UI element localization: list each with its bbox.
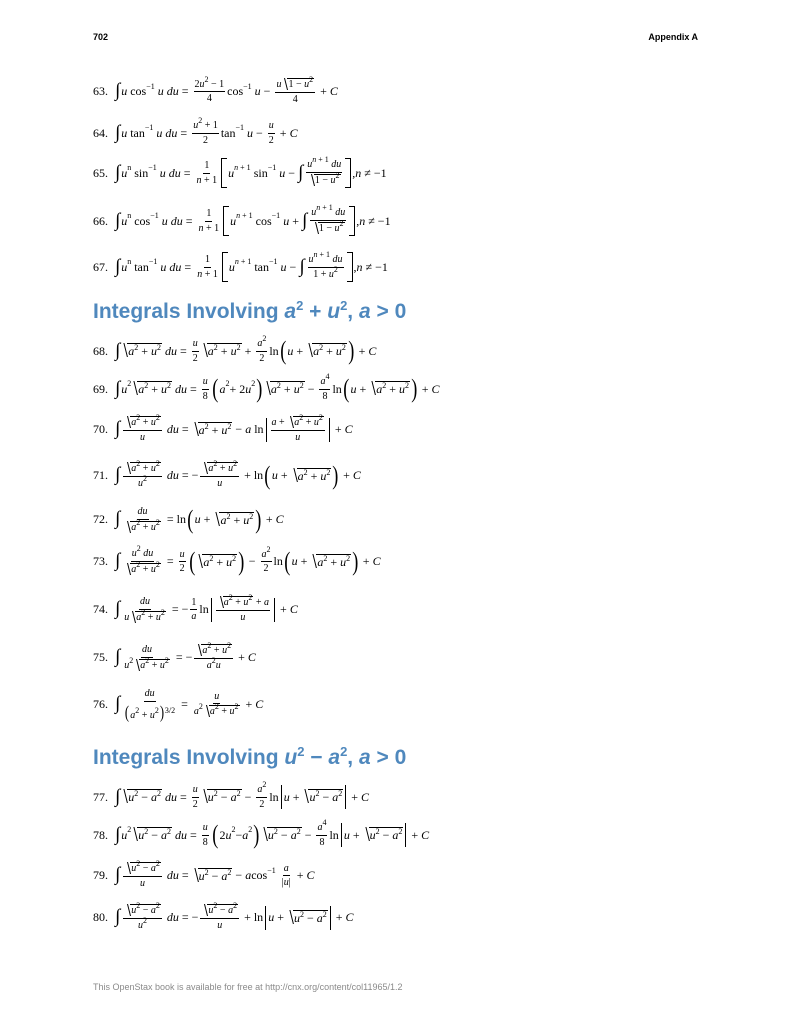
equation-number: 64. — [93, 125, 108, 140]
equation-number: 67. — [93, 259, 108, 274]
formula-78: 78. ∫ u $^2$ $u^2 - a^2$ du = $\frac{u}{8}$ ( 2 u $^2$ − a $^2$ ) $u^2 - a^2$ − $\frac{a^4}{8}$ ln u + $u^2 - a^2$ + C — [93, 818, 430, 849]
formula-72: 72. ∫ $\frac{du}{a^2 + u^2}$ = ln ( u + $a^2 + u^2$ ) + C — [93, 504, 284, 534]
formula-79: 79. ∫ $u^2 - a^2$ u du = $u^2 - a^2$ − a cos $^{-1}$ a |u| + C — [93, 859, 315, 889]
equation-number: 69. — [93, 381, 108, 396]
formula-73: 73. ∫ $\frac{u^2 du}{a^2 + u^2}$ = $\frac{u}{2}$ ( $a^2 + u^2$ ) − $\frac{a^2}{2}$ ln ( u + $a^2 + u^2$ ) + C — [93, 544, 381, 576]
equation-number: 70. — [93, 422, 108, 437]
formula-64: 64. ∫ u tan $^{-1}$ u du = $\frac{u^2 + 1}{2}$ tan $^{-1}$ u − $\frac{u}{2}$ + C — [93, 116, 298, 146]
page-number: 702 — [93, 32, 109, 42]
equation-number: 76. — [93, 697, 108, 711]
formula-66: 66. ∫ u $^n$ cos $^{-1}$ u du = $\frac{1}{n + 1}$ u $^{n + 1}$ cos $^{-1}$ u + ∫ $u^{n + 1}$ du $1 - u^2$ , n ≠ −1 — [93, 206, 391, 236]
formula-75: 75. ∫ $\frac{du}{u^2 a^2 + u^2}$ = − $\frac{a^2 + u^2}{a^2u}$ + C — [93, 641, 256, 671]
section-heading: Integrals Involving $u^2 - a^2$, a > 0 — [93, 744, 407, 769]
formula-63: 63. ∫ u cos $^{-1}$ u du = $\frac{2u^2 - 1}{4}$ cos $^{-1}$ u − $\frac{u 1 - u^2}{4}$ + C — [93, 74, 338, 105]
formula-80: 80. ∫ $u^2 - a^2$ $u^2$ du = − $\frac{u^2 - a^2}{u}$ + ln u + $u^2 - a^2$ + C — [93, 901, 354, 931]
formula-68: 68. ∫ $a^2 + u^2$ du = $\frac{u}{2}$ $a^2 + u^2$ + $\frac{a^2}{2}$ ln ( u + $a^2 + u^2$ ) + C — [93, 334, 377, 365]
formula-67: 67. ∫ u $^n$ tan $^{-1}$ u du = $\frac{1}{n + 1}$ u $^{n + 1}$ tan $^{-1}$ u − ∫ $u^{n + 1}$ du $1 + u^2$ , n ≠ −1 — [93, 252, 388, 282]
equation-number: 77. — [93, 789, 108, 804]
formula-70: 70. ∫ $a^2 + u^2$ u du = $a^2 + u^2$ − a ln $a + a^2 + u^2$ u + C — [93, 413, 353, 443]
equation-number: 71. — [93, 468, 108, 483]
formula-71: 71. ∫ $a^2 + u^2$ $u^2$ du = − $\frac{a^2 + u^2}{u}$ + ln ( u + $a^2 + u^2$ ) + C — [93, 459, 361, 490]
equation-number: 74. — [93, 602, 108, 617]
equation-number: 65. — [93, 165, 108, 180]
equation-number: 79. — [93, 868, 108, 883]
equation-number: 75. — [93, 650, 108, 665]
formula-77: 77. ∫ $u^2 - a^2$ du = $\frac{u}{2}$ $u^2 - a^2$ − $\frac{a^2}{2}$ ln u + $u^2 - a^2$ + C — [93, 780, 370, 810]
chapter-label: Appendix A — [648, 32, 698, 42]
equation-number: 73. — [93, 554, 108, 569]
equation-number: 66. — [93, 213, 108, 228]
equation-number: 72. — [93, 512, 108, 527]
formula-69: 69. ∫ u $^2$ $a^2 + u^2$ du = $\frac{u}{8}$ ( a $^2$ + 2 u $^2$ ) $a^2 + u^2$ − $\frac{a^4}{8}$ ln ( u + $a^2 + u^2$ ) + C — [93, 372, 440, 403]
equation-number: 80. — [93, 910, 108, 925]
footer-text: This OpenStax book is available for free at http://cnx.org/content/col11965/1.2 — [93, 982, 403, 992]
formula-74: 74. ∫ $\frac{du}{u a^2 + u^2}$ = − $\frac{1}{a}$ ln $a^2 + u^2 + a$ u + C — [93, 593, 298, 623]
section-heading: Integrals Involving $a^2 + u^2$, a > 0 — [93, 298, 407, 323]
equation-number: 63. — [93, 84, 108, 99]
equation-number: 78. — [93, 827, 108, 842]
formula-65: 65. ∫ u $^n$ sin $^{-1}$ u du = $\frac{1}{n + 1}$ u $^{n + 1}$ sin $^{-1}$ u − ∫ $u^{n + 1}$ du $1 - u^2$ , n ≠ −1 — [93, 158, 387, 188]
formula-76: 76. ∫ $\frac{du}{(a^2 + u^2)^{3/2}}$ = $\frac{u}{a^2 a^2 + u^2}$ + C — [93, 688, 264, 722]
equation-number: 68. — [93, 343, 108, 358]
